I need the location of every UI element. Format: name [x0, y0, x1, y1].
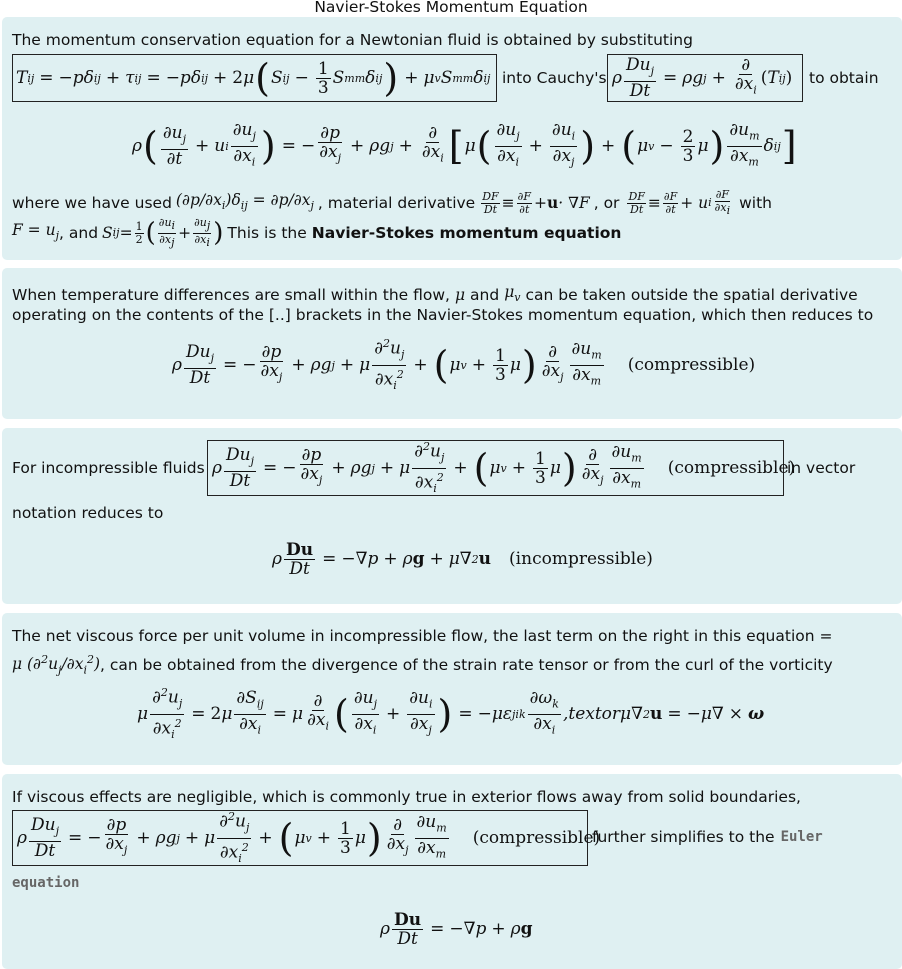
where-used-text: where we have used	[12, 194, 172, 213]
compressible-equation: ρ $\frac{Du_j}{Dt}$ = − $\frac{\partial p}{\partial x_j}$ + ρg j + μ $\frac{\partial^2u_j}{\partial x_i^2}$ + ( μ v + $\frac{1}{3}$ μ ) $\frac{\partial}{\partial x_j}$ $\frac{\partial u_m}{\partial x_m}$ (compressible)	[172, 337, 756, 392]
euler-equation: ρ $\frac{Du}{Dt}$ = −∇p + ρ g	[380, 909, 533, 949]
viscous-force-line2: μ $(\partial^2u_j/\partial x_i^2)$ , can be obtained from the divergence of the strain rate tensor or from the curl of the vorticity	[12, 653, 833, 677]
equation-code-text: equation	[12, 875, 80, 891]
notation-text: notation reduces to	[12, 504, 164, 522]
incompressible-label: (incompressible)	[509, 549, 653, 569]
strain-definition-line: $F = u_j$ , and S ij = 1 2 ( $\partial u_i$ $\partial x_j$ + $\partial u_j$ $\partial x_i$ ) This is the Navier-Stokes momentum equation	[12, 216, 622, 249]
cauchy-equation: ρ $\frac{Du_j}{Dt}$ = ρg j + $\frac{\partial}{\partial x_i}$ ( T ij )	[612, 55, 793, 101]
panel-incompressible	[2, 428, 902, 604]
and-text-2: and	[470, 286, 500, 305]
with-text: with	[739, 194, 772, 213]
to-obtain-text: to obtain	[809, 69, 879, 87]
textor-text: textor	[568, 704, 621, 724]
viscous-negligible-text: If viscous effects are negligible, which is commonly true in exterior flows away from solid boundaries,	[12, 788, 801, 806]
euler-compressible-label: (compressible)	[472, 828, 601, 848]
viscous-force-equation: μ $\frac{\partial^2u_j}{\partial x_i^2}$ = 2 μ $\frac{\partial S_{ij}}{\partial x_i}$ = μ $\frac{\partial}{\partial x_i}$ ( $\frac{\partial u_j}{\partial x_i}$ + $\frac{\partial u_i}{\partial x_j}$ ) = −με jik $\frac{\partial\omega_k}{\partial x_i}$ , textor μ∇ 2 u = −μ∇ × ω	[137, 686, 765, 741]
ns-bold-text: Navier-Stokes momentum equation	[311, 224, 622, 242]
in-vector-text: in vector	[787, 459, 856, 477]
temperature-line: When temperature differences are small within the flow, μ and $\mu_v$ can be taken outside the spatial derivative	[12, 283, 858, 305]
panel-viscous-force	[2, 613, 902, 765]
compressible-label: (compressible)	[627, 355, 756, 375]
for-incompressible-text: For incompressible fluids	[12, 459, 205, 477]
stress-tensor-equation: T ij = −pδ ij + τ ij = −pδ ij + 2 μ ( S ij − $\frac{1}{3}$ S mm δ ij ) + μ v S mm δ ij	[16, 56, 491, 100]
intro-text: The momentum conservation equation for a Newtonian fluid is obtained by substituting	[12, 31, 693, 49]
euler-code-text: Euler	[780, 829, 823, 845]
outside-derivative-text: can be taken outside the spatial derivative	[525, 286, 858, 305]
navier-stokes-full-equation: ρ ( $\frac{\partial u_j}{\partial t}$ + u i $\frac{\partial u_j}{\partial x_i}$ ) = − $\frac{\partial p}{\partial x_j}$ + ρg j + $\frac{\partial}{\partial x_i}$ [ μ ( $\frac{\partial u_j}{\partial x_i}$ + $\frac{\partial u_i}{\partial x_j}$ ) + ( μ v − $\frac{2}{3}$ μ ) $\frac{\partial u_m}{\partial x_m}$ δ ij ]	[132, 120, 797, 169]
panel-small-temperature	[2, 268, 902, 419]
page-title: Navier-Stokes Momentum Equation	[314, 0, 588, 16]
temperature-text: When temperature differences are small within the flow,	[12, 286, 450, 305]
divergence-curl-text: , can be obtained from the divergence of the strain rate tensor or from the curl of the vorticity	[100, 656, 833, 675]
into-cauchy-text: into Cauchy's	[502, 69, 607, 87]
compressible-label-boxed: (compressible)	[667, 458, 796, 478]
viscous-force-text: The net viscous force per unit volume in incompressible flow, the last term on the right in this equation =	[12, 627, 833, 645]
panel-momentum-equation	[2, 17, 902, 260]
brackets-text: operating on the contents of the [..] brackets in the Navier-Stokes momentum equation, which then reduces to	[12, 306, 874, 324]
material-derivative-text: , material derivative	[317, 194, 476, 213]
euler-compressible-equation: ρ $\frac{Du_j}{Dt}$ = − $\frac{\partial p}{\partial x_j}$ + ρg j + μ $\frac{\partial^2u_j}{\partial x_i^2}$ + ( μ v + $\frac{1}{3}$ μ ) $\frac{\partial}{\partial x_j}$ $\frac{\partial u_m}{\partial x_m}$ (compressible)	[17, 810, 601, 865]
further-simplifies-text: further simplifies to the	[592, 828, 775, 846]
panel-euler	[2, 774, 902, 969]
where-used-line: where we have used $(\partial p/\partial x_i)\delta_{ij} = \partial p/\partial x_j$ , material derivative DF Dt ≡ ∂F ∂t + u · ∇F , or DF Dt ≡ ∂F ∂t + u i ∂F $\partial x_i$ with	[12, 188, 772, 218]
incompressible-vector-equation: ρ $\frac{Du}{Dt}$ = −∇p + ρ g + μ∇ 2 u (incompressible)	[272, 539, 653, 579]
further-simplifies-line	[592, 827, 823, 847]
or-text: , or	[593, 194, 620, 213]
and-text: , and	[59, 224, 99, 242]
compressible-equation-boxed: ρ $\frac{Du_j}{Dt}$ = − $\frac{\partial p}{\partial x_j}$ + ρg j + μ $\frac{\partial^2u_j}{\partial x_i^2}$ + ( μ v + $\frac{1}{3}$ μ ) $\frac{\partial}{\partial x_j}$ $\frac{\partial u_m}{\partial x_m}$ (compressible)	[212, 440, 796, 495]
this-is-text: This is the	[227, 224, 307, 242]
